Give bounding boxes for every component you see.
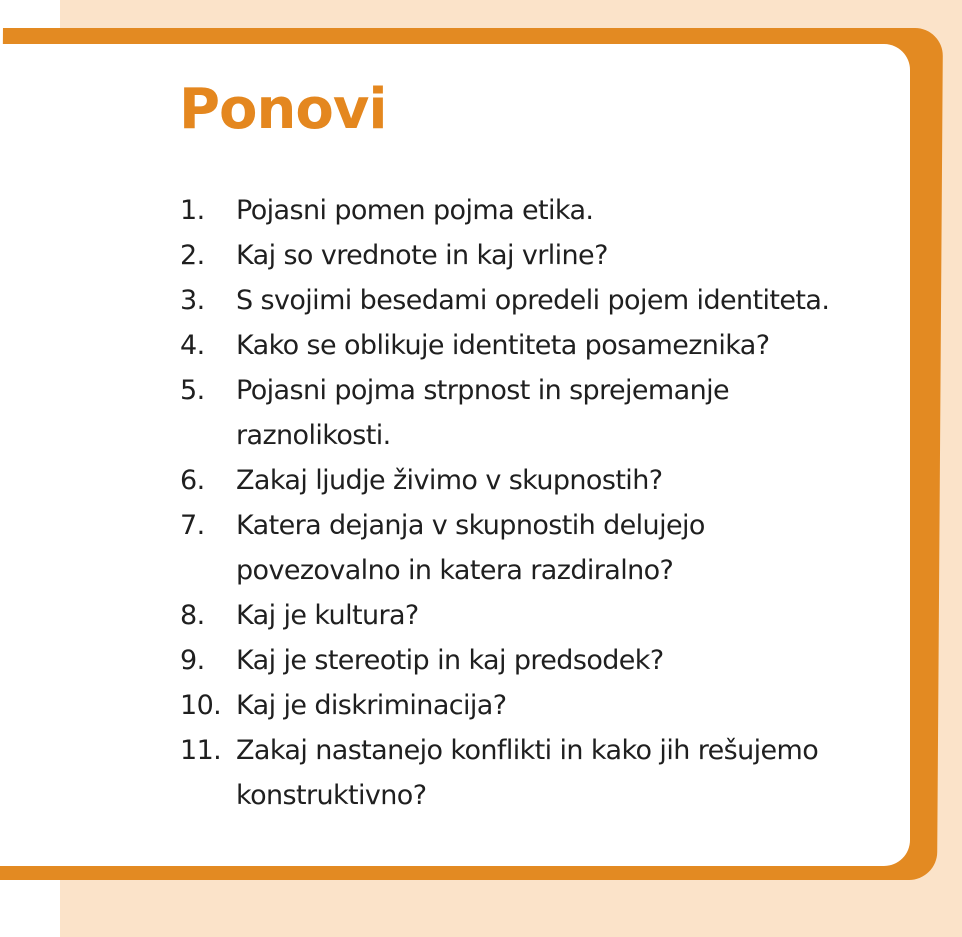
question-text: Katera dejanja v skupnostih delujejo povezovalno in katera razdiralno? bbox=[236, 510, 705, 586]
question-text: Kaj je stereotip in kaj predsodek? bbox=[236, 645, 664, 676]
question-number: 4. bbox=[180, 330, 205, 361]
question-text: Kaj je kultura? bbox=[236, 600, 419, 631]
question-text: S svojimi besedami opredeli pojem identiteta. bbox=[236, 285, 830, 316]
question-number: 3. bbox=[180, 285, 205, 316]
question-number: 10. bbox=[180, 690, 222, 721]
question-item bbox=[180, 683, 880, 728]
question-number: 2. bbox=[180, 240, 205, 271]
question-text: Pojasni pomen pojma etika. bbox=[236, 195, 594, 226]
question-number: 7. bbox=[180, 510, 205, 541]
question-text: Kaj je diskriminacija? bbox=[236, 690, 507, 721]
question-text: Kako se oblikuje identiteta posameznika? bbox=[236, 330, 770, 361]
question-number: 8. bbox=[180, 600, 205, 631]
question-item bbox=[180, 458, 880, 503]
page-title: Ponovi bbox=[179, 77, 387, 142]
question-list bbox=[180, 188, 880, 818]
question-item bbox=[180, 728, 880, 818]
question-item bbox=[180, 278, 880, 323]
question-number: 1. bbox=[180, 195, 205, 226]
question-number: 6. bbox=[180, 465, 205, 496]
question-item bbox=[180, 233, 880, 278]
question-number: 9. bbox=[180, 645, 205, 676]
question-item bbox=[180, 638, 880, 683]
question-item bbox=[180, 593, 880, 638]
question-item bbox=[180, 188, 880, 233]
question-item bbox=[180, 503, 880, 593]
question-text: Zakaj nastanejo konflikti in kako jih rešujemo konstruktivno? bbox=[236, 735, 819, 811]
question-text: Pojasni pojma strpnost in sprejemanje raznolikosti. bbox=[236, 375, 730, 451]
question-item bbox=[180, 368, 880, 458]
question-text: Zakaj ljudje živimo v skupnostih? bbox=[236, 465, 663, 496]
question-text: Kaj so vrednote in kaj vrline? bbox=[236, 240, 608, 271]
question-item bbox=[180, 323, 880, 368]
question-number: 11. bbox=[180, 735, 222, 766]
question-number: 5. bbox=[180, 375, 205, 406]
